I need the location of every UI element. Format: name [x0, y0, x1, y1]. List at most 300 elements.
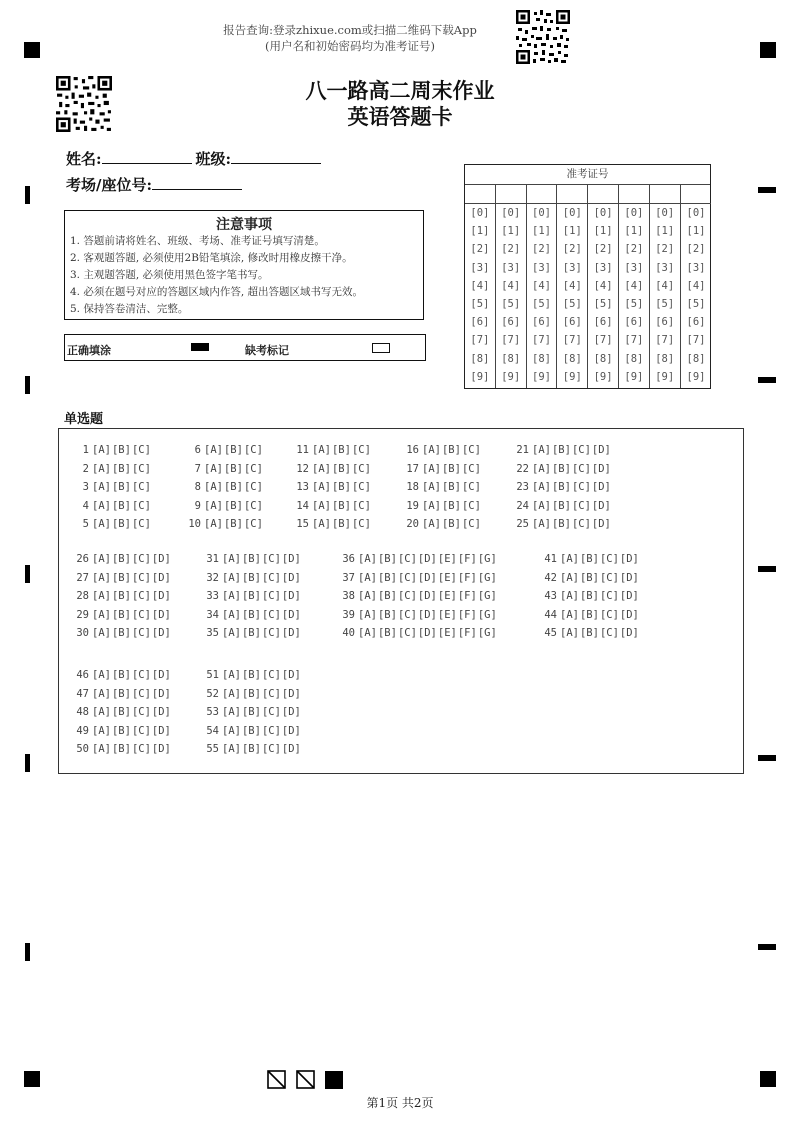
- answer-option-bubble[interactable]: [F]: [457, 571, 477, 584]
- exam-number-write-cell[interactable]: [465, 184, 495, 204]
- answer-option-bubble[interactable]: [B]: [241, 627, 261, 639]
- answer-option-bubble[interactable]: [E]: [437, 608, 457, 621]
- exam-digit-bubble[interactable]: [2]: [470, 243, 490, 256]
- answer-option-bubble[interactable]: [C]: [397, 608, 417, 621]
- answer-option-bubble[interactable]: [A]: [532, 444, 551, 456]
- answer-option-bubble[interactable]: [B]: [111, 743, 131, 755]
- answer-option-bubble[interactable]: [B]: [441, 499, 461, 512]
- answer-option-bubble[interactable]: [D]: [281, 687, 301, 700]
- exam-digit-bubble[interactable]: [0]: [470, 207, 490, 219]
- answer-option-bubble[interactable]: [C]: [131, 627, 151, 639]
- answer-option-bubble[interactable]: [D]: [281, 724, 301, 737]
- answer-option-bubble[interactable]: [A]: [560, 590, 579, 602]
- answer-option-bubble[interactable]: [B]: [551, 499, 571, 512]
- answer-option-bubble[interactable]: [B]: [223, 481, 243, 493]
- answer-option-bubble[interactable]: [C]: [131, 687, 151, 700]
- answer-option-bubble[interactable]: [C]: [461, 499, 481, 512]
- answer-option-bubble[interactable]: [C]: [261, 571, 281, 584]
- exam-digit-bubble[interactable]: [0]: [593, 207, 613, 219]
- answer-option-bubble[interactable]: [C]: [571, 518, 591, 530]
- answer-option-bubble[interactable]: [D]: [151, 669, 171, 681]
- answer-option-bubble[interactable]: [A]: [92, 462, 111, 475]
- answer-option-bubble[interactable]: [A]: [92, 444, 111, 456]
- answer-option-bubble[interactable]: [D]: [417, 608, 437, 621]
- exam-digit-bubble[interactable]: [0]: [562, 207, 582, 219]
- answer-option-bubble[interactable]: [B]: [223, 462, 243, 475]
- answer-option-bubble[interactable]: [D]: [591, 499, 611, 512]
- answer-option-bubble[interactable]: [B]: [551, 462, 571, 475]
- answer-option-bubble[interactable]: [C]: [261, 608, 281, 621]
- answer-option-bubble[interactable]: [A]: [92, 518, 111, 530]
- answer-option-bubble[interactable]: [C]: [461, 444, 481, 456]
- answer-option-bubble[interactable]: [A]: [422, 518, 441, 530]
- exam-digit-bubble[interactable]: [6]: [593, 316, 613, 329]
- answer-option-bubble[interactable]: [C]: [261, 724, 281, 737]
- class-field[interactable]: [231, 149, 321, 164]
- answer-option-bubble[interactable]: [B]: [579, 553, 599, 565]
- answer-option-bubble[interactable]: [C]: [397, 590, 417, 602]
- exam-digit-bubble[interactable]: [5]: [562, 297, 582, 310]
- answer-option-bubble[interactable]: [A]: [204, 444, 223, 456]
- answer-option-bubble[interactable]: [C]: [571, 499, 591, 512]
- answer-option-bubble[interactable]: [E]: [437, 553, 457, 565]
- answer-option-bubble[interactable]: [B]: [241, 553, 261, 565]
- answer-option-bubble[interactable]: [B]: [241, 743, 261, 755]
- exam-digit-bubble[interactable]: [0]: [501, 207, 521, 219]
- answer-option-bubble[interactable]: [D]: [591, 444, 611, 456]
- exam-digit-bubble[interactable]: [4]: [655, 279, 675, 292]
- answer-option-bubble[interactable]: [B]: [551, 518, 571, 530]
- exam-digit-bubble[interactable]: [5]: [593, 297, 613, 310]
- exam-digit-bubble[interactable]: [5]: [624, 297, 644, 310]
- name-field[interactable]: [102, 149, 192, 164]
- exam-digit-bubble[interactable]: [3]: [470, 261, 490, 274]
- answer-option-bubble[interactable]: [B]: [111, 706, 131, 718]
- exam-digit-bubble[interactable]: [2]: [501, 243, 521, 256]
- answer-option-bubble[interactable]: [A]: [358, 608, 377, 621]
- exam-digit-bubble[interactable]: [9]: [593, 370, 613, 383]
- answer-option-bubble[interactable]: [A]: [222, 743, 241, 755]
- answer-option-bubble[interactable]: [C]: [397, 627, 417, 639]
- answer-option-bubble[interactable]: [C]: [131, 669, 151, 681]
- answer-option-bubble[interactable]: [D]: [281, 669, 301, 681]
- exam-digit-bubble[interactable]: [2]: [593, 243, 613, 256]
- answer-option-bubble[interactable]: [C]: [131, 608, 151, 621]
- answer-option-bubble[interactable]: [F]: [457, 627, 477, 639]
- exam-digit-bubble[interactable]: [0]: [686, 207, 706, 219]
- answer-option-bubble[interactable]: [A]: [312, 462, 331, 475]
- exam-digit-bubble[interactable]: [0]: [532, 207, 551, 219]
- answer-option-bubble[interactable]: [B]: [441, 462, 461, 475]
- answer-option-bubble[interactable]: [A]: [92, 627, 111, 639]
- answer-option-bubble[interactable]: [B]: [111, 571, 131, 584]
- answer-option-bubble[interactable]: [C]: [243, 518, 263, 530]
- exam-digit-bubble[interactable]: [0]: [624, 207, 644, 219]
- answer-option-bubble[interactable]: [C]: [351, 444, 371, 456]
- answer-option-bubble[interactable]: [B]: [551, 444, 571, 456]
- absent-mark-checkbox[interactable]: [372, 343, 390, 353]
- exam-digit-bubble[interactable]: [5]: [470, 297, 490, 310]
- answer-option-bubble[interactable]: [B]: [377, 571, 397, 584]
- answer-option-bubble[interactable]: [A]: [422, 499, 441, 512]
- answer-option-bubble[interactable]: [B]: [377, 627, 397, 639]
- answer-option-bubble[interactable]: [B]: [331, 462, 351, 475]
- exam-number-write-cell[interactable]: [496, 184, 526, 204]
- answer-option-bubble[interactable]: [B]: [331, 518, 351, 530]
- answer-option-bubble[interactable]: [D]: [417, 553, 437, 565]
- exam-digit-bubble[interactable]: [7]: [470, 334, 490, 347]
- answer-option-bubble[interactable]: [C]: [351, 518, 371, 530]
- answer-option-bubble[interactable]: [C]: [599, 590, 619, 602]
- exam-digit-bubble[interactable]: [6]: [624, 316, 644, 329]
- answer-option-bubble[interactable]: [C]: [351, 481, 371, 493]
- answer-option-bubble[interactable]: [A]: [204, 481, 223, 493]
- answer-option-bubble[interactable]: [B]: [111, 687, 131, 700]
- answer-option-bubble[interactable]: [A]: [222, 724, 241, 737]
- answer-option-bubble[interactable]: [A]: [532, 499, 551, 512]
- exam-digit-bubble[interactable]: [5]: [655, 297, 675, 310]
- exam-digit-bubble[interactable]: [7]: [562, 334, 582, 347]
- answer-option-bubble[interactable]: [A]: [92, 724, 111, 737]
- answer-option-bubble[interactable]: [B]: [241, 687, 261, 700]
- answer-option-bubble[interactable]: [C]: [461, 518, 481, 530]
- answer-option-bubble[interactable]: [D]: [151, 724, 171, 737]
- answer-option-bubble[interactable]: [C]: [351, 462, 371, 475]
- answer-option-bubble[interactable]: [G]: [477, 571, 497, 584]
- answer-option-bubble[interactable]: [C]: [397, 571, 417, 584]
- exam-digit-bubble[interactable]: [5]: [532, 297, 551, 310]
- answer-option-bubble[interactable]: [B]: [377, 590, 397, 602]
- exam-digit-bubble[interactable]: [1]: [532, 225, 551, 238]
- answer-option-bubble[interactable]: [C]: [131, 724, 151, 737]
- answer-option-bubble[interactable]: [C]: [261, 669, 281, 681]
- answer-option-bubble[interactable]: [A]: [422, 444, 441, 456]
- answer-option-bubble[interactable]: [D]: [417, 627, 437, 639]
- answer-option-bubble[interactable]: [B]: [377, 553, 397, 565]
- answer-option-bubble[interactable]: [E]: [437, 571, 457, 584]
- answer-option-bubble[interactable]: [D]: [591, 462, 611, 475]
- answer-option-bubble[interactable]: [A]: [92, 687, 111, 700]
- answer-option-bubble[interactable]: [C]: [571, 462, 591, 475]
- answer-option-bubble[interactable]: [A]: [358, 571, 377, 584]
- answer-option-bubble[interactable]: [B]: [241, 706, 261, 718]
- exam-digit-bubble[interactable]: [4]: [532, 279, 551, 292]
- exam-digit-bubble[interactable]: [3]: [532, 261, 551, 274]
- answer-option-bubble[interactable]: [B]: [377, 608, 397, 621]
- answer-option-bubble[interactable]: [A]: [92, 743, 111, 755]
- answer-option-bubble[interactable]: [A]: [92, 590, 111, 602]
- answer-option-bubble[interactable]: [C]: [599, 571, 619, 584]
- answer-option-bubble[interactable]: [C]: [571, 481, 591, 493]
- answer-option-bubble[interactable]: [B]: [579, 571, 599, 584]
- exam-digit-bubble[interactable]: [1]: [562, 225, 582, 238]
- answer-option-bubble[interactable]: [C]: [131, 743, 151, 755]
- answer-option-bubble[interactable]: [C]: [261, 687, 281, 700]
- answer-option-bubble[interactable]: [B]: [551, 481, 571, 493]
- exam-digit-bubble[interactable]: [7]: [686, 334, 706, 347]
- answer-option-bubble[interactable]: [C]: [599, 608, 619, 621]
- exam-digit-bubble[interactable]: [3]: [624, 261, 644, 274]
- answer-option-bubble[interactable]: [A]: [222, 669, 241, 681]
- answer-option-bubble[interactable]: [B]: [223, 444, 243, 456]
- answer-option-bubble[interactable]: [B]: [331, 444, 351, 456]
- answer-option-bubble[interactable]: [F]: [457, 590, 477, 602]
- answer-option-bubble[interactable]: [D]: [151, 627, 171, 639]
- answer-option-bubble[interactable]: [D]: [281, 627, 301, 639]
- exam-number-write-cell[interactable]: [619, 184, 649, 204]
- answer-option-bubble[interactable]: [A]: [204, 499, 223, 512]
- answer-option-bubble[interactable]: [A]: [560, 627, 579, 639]
- answer-option-bubble[interactable]: [C]: [131, 499, 151, 512]
- answer-option-bubble[interactable]: [C]: [131, 553, 151, 565]
- exam-digit-bubble[interactable]: [4]: [470, 279, 490, 292]
- answer-option-bubble[interactable]: [D]: [591, 518, 611, 530]
- answer-option-bubble[interactable]: [B]: [111, 669, 131, 681]
- exam-digit-bubble[interactable]: [1]: [593, 225, 613, 238]
- answer-option-bubble[interactable]: [B]: [111, 553, 131, 565]
- answer-option-bubble[interactable]: [A]: [222, 590, 241, 602]
- exam-digit-bubble[interactable]: [2]: [532, 243, 551, 256]
- exam-digit-bubble[interactable]: [6]: [532, 316, 551, 329]
- answer-option-bubble[interactable]: [B]: [111, 444, 131, 456]
- answer-option-bubble[interactable]: [B]: [579, 590, 599, 602]
- answer-option-bubble[interactable]: [D]: [151, 743, 171, 755]
- answer-option-bubble[interactable]: [D]: [619, 590, 639, 602]
- exam-digit-bubble[interactable]: [7]: [624, 334, 644, 347]
- answer-option-bubble[interactable]: [F]: [457, 608, 477, 621]
- exam-digit-bubble[interactable]: [4]: [562, 279, 582, 292]
- answer-option-bubble[interactable]: [B]: [441, 518, 461, 530]
- exam-digit-bubble[interactable]: [9]: [624, 370, 644, 383]
- answer-option-bubble[interactable]: [C]: [243, 499, 263, 512]
- answer-option-bubble[interactable]: [A]: [560, 571, 579, 584]
- answer-option-bubble[interactable]: [A]: [312, 518, 331, 530]
- answer-option-bubble[interactable]: [D]: [281, 590, 301, 602]
- answer-option-bubble[interactable]: [D]: [619, 553, 639, 565]
- exam-digit-bubble[interactable]: [1]: [655, 225, 675, 238]
- answer-option-bubble[interactable]: [D]: [417, 571, 437, 584]
- exam-digit-bubble[interactable]: [3]: [655, 261, 675, 274]
- exam-digit-bubble[interactable]: [4]: [686, 279, 706, 292]
- answer-option-bubble[interactable]: [D]: [151, 687, 171, 700]
- exam-digit-bubble[interactable]: [2]: [562, 243, 582, 256]
- exam-number-write-cell[interactable]: [557, 184, 587, 204]
- answer-option-bubble[interactable]: [D]: [151, 706, 171, 718]
- exam-digit-bubble[interactable]: [5]: [501, 297, 521, 310]
- exam-digit-bubble[interactable]: [4]: [624, 279, 644, 292]
- answer-option-bubble[interactable]: [D]: [417, 590, 437, 602]
- answer-option-bubble[interactable]: [A]: [222, 706, 241, 718]
- qr-code-left[interactable]: [56, 76, 112, 132]
- answer-option-bubble[interactable]: [A]: [222, 627, 241, 639]
- exam-digit-bubble[interactable]: [5]: [686, 297, 706, 310]
- answer-option-bubble[interactable]: [A]: [560, 608, 579, 621]
- answer-option-bubble[interactable]: [A]: [92, 481, 111, 493]
- answer-option-bubble[interactable]: [C]: [131, 590, 151, 602]
- answer-option-bubble[interactable]: [C]: [243, 444, 263, 456]
- answer-option-bubble[interactable]: [C]: [131, 706, 151, 718]
- answer-option-bubble[interactable]: [A]: [422, 462, 441, 475]
- answer-option-bubble[interactable]: [B]: [241, 590, 261, 602]
- answer-option-bubble[interactable]: [B]: [331, 481, 351, 493]
- answer-option-bubble[interactable]: [E]: [437, 627, 457, 639]
- answer-option-bubble[interactable]: [D]: [281, 608, 301, 621]
- exam-digit-bubble[interactable]: [8]: [655, 352, 675, 365]
- exam-digit-bubble[interactable]: [7]: [593, 334, 613, 347]
- exam-digit-bubble[interactable]: [8]: [624, 352, 644, 365]
- exam-digit-bubble[interactable]: [3]: [686, 261, 706, 274]
- answer-option-bubble[interactable]: [D]: [281, 571, 301, 584]
- answer-option-bubble[interactable]: [B]: [441, 444, 461, 456]
- answer-option-bubble[interactable]: [B]: [223, 518, 243, 530]
- answer-option-bubble[interactable]: [D]: [591, 481, 611, 493]
- answer-option-bubble[interactable]: [C]: [131, 444, 151, 456]
- answer-option-bubble[interactable]: [A]: [560, 553, 579, 565]
- exam-digit-bubble[interactable]: [8]: [593, 352, 613, 365]
- answer-option-bubble[interactable]: [A]: [222, 571, 241, 584]
- exam-digit-bubble[interactable]: [9]: [562, 370, 582, 383]
- exam-digit-bubble[interactable]: [8]: [470, 352, 490, 365]
- exam-digit-bubble[interactable]: [8]: [532, 352, 551, 365]
- exam-number-write-cell[interactable]: [650, 184, 680, 204]
- answer-option-bubble[interactable]: [A]: [92, 571, 111, 584]
- answer-option-bubble[interactable]: [A]: [92, 608, 111, 621]
- answer-option-bubble[interactable]: [C]: [131, 481, 151, 493]
- answer-option-bubble[interactable]: [C]: [131, 571, 151, 584]
- answer-option-bubble[interactable]: [B]: [223, 499, 243, 512]
- answer-option-bubble[interactable]: [C]: [243, 481, 263, 493]
- answer-option-bubble[interactable]: [C]: [243, 462, 263, 475]
- exam-digit-bubble[interactable]: [9]: [501, 370, 521, 383]
- answer-option-bubble[interactable]: [D]: [281, 553, 301, 565]
- answer-option-bubble[interactable]: [E]: [437, 590, 457, 602]
- answer-option-bubble[interactable]: [C]: [261, 590, 281, 602]
- answer-option-bubble[interactable]: [C]: [261, 706, 281, 718]
- exam-digit-bubble[interactable]: [9]: [655, 370, 675, 383]
- answer-option-bubble[interactable]: [C]: [571, 444, 591, 456]
- answer-option-bubble[interactable]: [A]: [92, 553, 111, 565]
- answer-option-bubble[interactable]: [D]: [619, 627, 639, 639]
- exam-digit-bubble[interactable]: [9]: [532, 370, 551, 383]
- answer-option-bubble[interactable]: [B]: [579, 627, 599, 639]
- answer-option-bubble[interactable]: [G]: [477, 553, 497, 565]
- answer-option-bubble[interactable]: [A]: [532, 462, 551, 475]
- qr-code-icon[interactable]: [516, 10, 570, 64]
- answer-option-bubble[interactable]: [D]: [151, 553, 171, 565]
- exam-digit-bubble[interactable]: [3]: [501, 261, 521, 274]
- exam-digit-bubble[interactable]: [9]: [686, 370, 706, 383]
- seat-field[interactable]: [152, 175, 242, 190]
- answer-option-bubble[interactable]: [B]: [241, 608, 261, 621]
- answer-option-bubble[interactable]: [B]: [111, 608, 131, 621]
- answer-option-bubble[interactable]: [B]: [111, 724, 131, 737]
- exam-digit-bubble[interactable]: [8]: [501, 352, 521, 365]
- answer-option-bubble[interactable]: [C]: [599, 627, 619, 639]
- answer-option-bubble[interactable]: [A]: [222, 553, 241, 565]
- exam-digit-bubble[interactable]: [8]: [686, 352, 706, 365]
- answer-option-bubble[interactable]: [G]: [477, 627, 497, 639]
- answer-option-bubble[interactable]: [A]: [532, 481, 551, 493]
- answer-option-bubble[interactable]: [G]: [477, 608, 497, 621]
- answer-option-bubble[interactable]: [C]: [261, 627, 281, 639]
- answer-option-bubble[interactable]: [A]: [358, 590, 377, 602]
- answer-option-bubble[interactable]: [B]: [111, 462, 131, 475]
- exam-number-write-cell[interactable]: [527, 184, 557, 204]
- exam-digit-bubble[interactable]: [9]: [470, 370, 490, 383]
- answer-option-bubble[interactable]: [C]: [131, 518, 151, 530]
- exam-digit-bubble[interactable]: [4]: [593, 279, 613, 292]
- exam-digit-bubble[interactable]: [8]: [562, 352, 582, 365]
- exam-digit-bubble[interactable]: [7]: [532, 334, 551, 347]
- answer-option-bubble[interactable]: [A]: [312, 481, 331, 493]
- exam-digit-bubble[interactable]: [1]: [624, 225, 644, 238]
- exam-digit-bubble[interactable]: [1]: [501, 225, 521, 238]
- exam-digit-bubble[interactable]: [4]: [501, 279, 521, 292]
- answer-option-bubble[interactable]: [B]: [241, 669, 261, 681]
- answer-option-bubble[interactable]: [D]: [619, 571, 639, 584]
- answer-option-bubble[interactable]: [A]: [92, 706, 111, 718]
- answer-option-bubble[interactable]: [C]: [461, 462, 481, 475]
- answer-option-bubble[interactable]: [A]: [358, 553, 377, 565]
- answer-option-bubble[interactable]: [B]: [111, 499, 131, 512]
- exam-digit-bubble[interactable]: [3]: [562, 261, 582, 274]
- answer-option-bubble[interactable]: [B]: [111, 481, 131, 493]
- answer-option-bubble[interactable]: [A]: [204, 462, 223, 475]
- answer-option-bubble[interactable]: [A]: [222, 608, 241, 621]
- answer-option-bubble[interactable]: [A]: [92, 669, 111, 681]
- answer-option-bubble[interactable]: [D]: [151, 571, 171, 584]
- answer-option-bubble[interactable]: [A]: [222, 687, 241, 700]
- answer-option-bubble[interactable]: [A]: [422, 481, 441, 493]
- exam-digit-bubble[interactable]: [2]: [655, 243, 675, 256]
- exam-digit-bubble[interactable]: [0]: [655, 207, 675, 219]
- answer-option-bubble[interactable]: [B]: [441, 481, 461, 493]
- exam-digit-bubble[interactable]: [6]: [470, 316, 490, 329]
- answer-option-bubble[interactable]: [C]: [461, 481, 481, 493]
- exam-digit-bubble[interactable]: [1]: [686, 225, 706, 238]
- answer-option-bubble[interactable]: [B]: [111, 518, 131, 530]
- exam-number-write-cell[interactable]: [681, 184, 712, 204]
- exam-digit-bubble[interactable]: [7]: [501, 334, 521, 347]
- answer-option-bubble[interactable]: [B]: [331, 499, 351, 512]
- answer-option-bubble[interactable]: [B]: [241, 724, 261, 737]
- answer-option-bubble[interactable]: [C]: [351, 499, 371, 512]
- answer-option-bubble[interactable]: [B]: [111, 627, 131, 639]
- answer-option-bubble[interactable]: [C]: [397, 553, 417, 565]
- answer-option-bubble[interactable]: [B]: [111, 590, 131, 602]
- exam-digit-bubble[interactable]: [2]: [686, 243, 706, 256]
- answer-option-bubble[interactable]: [C]: [131, 462, 151, 475]
- answer-option-bubble[interactable]: [C]: [599, 553, 619, 565]
- exam-digit-bubble[interactable]: [6]: [686, 316, 706, 329]
- exam-digit-bubble[interactable]: [6]: [562, 316, 582, 329]
- answer-option-bubble[interactable]: [C]: [261, 553, 281, 565]
- answer-option-bubble[interactable]: [A]: [92, 499, 111, 512]
- answer-option-bubble[interactable]: [A]: [312, 444, 331, 456]
- exam-digit-bubble[interactable]: [3]: [593, 261, 613, 274]
- exam-digit-bubble[interactable]: [6]: [655, 316, 675, 329]
- answer-option-bubble[interactable]: [A]: [358, 627, 377, 639]
- answer-option-bubble[interactable]: [C]: [261, 743, 281, 755]
- answer-option-bubble[interactable]: [B]: [579, 608, 599, 621]
- answer-option-bubble[interactable]: [A]: [532, 518, 551, 530]
- answer-option-bubble[interactable]: [D]: [619, 608, 639, 621]
- answer-option-bubble[interactable]: [G]: [477, 590, 497, 602]
- exam-digit-bubble[interactable]: [2]: [624, 243, 644, 256]
- answer-option-bubble[interactable]: [D]: [151, 590, 171, 602]
- answer-option-bubble[interactable]: [D]: [281, 706, 301, 718]
- exam-number-write-cell[interactable]: [588, 184, 618, 204]
